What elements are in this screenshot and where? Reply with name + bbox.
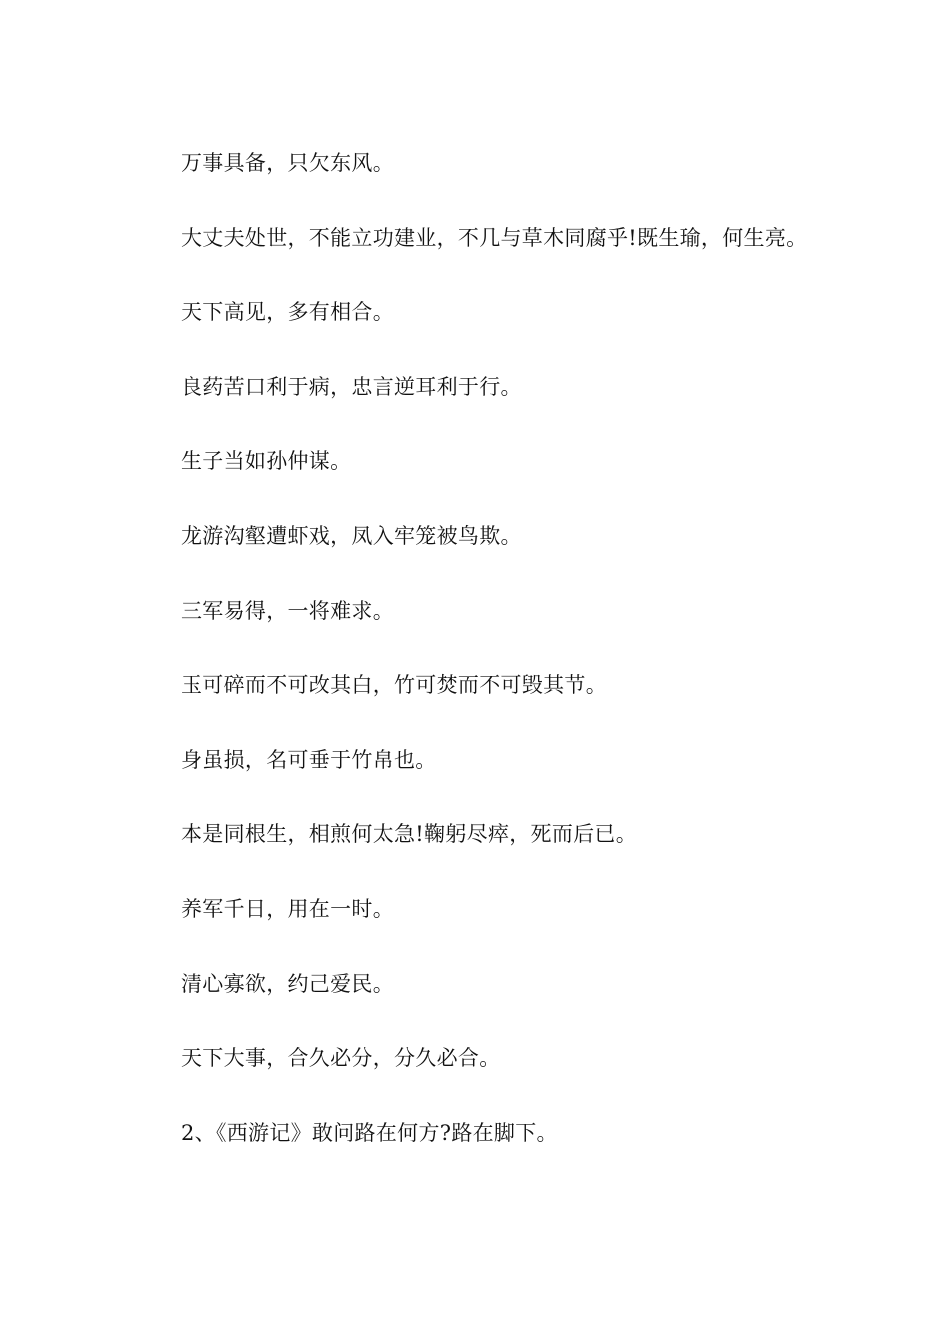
- text-line: 生子当如孙仲谋。: [181, 449, 352, 474]
- section-heading: 2、《西游记》敢问路在何方?路在脚下。: [181, 1120, 558, 1145]
- text-line: 万事具备，只欠东风。: [181, 151, 394, 175]
- text-line: 三军易得，一将难求。: [181, 598, 394, 623]
- text-line: 清心寡欲，约己爱民。: [181, 971, 394, 996]
- text-line: 养军千日，用在一时。: [181, 896, 394, 921]
- text-line: 大丈夫处世，不能立功建业，不几与草木同腐乎!既生瑜，何生亮。: [181, 225, 808, 250]
- text-line: 天下大事，合久必分，分久必合。: [181, 1046, 501, 1071]
- text-line: 良药苦口利于病，忠言逆耳利于行。: [181, 374, 522, 399]
- text-line: 本是同根生，相煎何太急!鞠躬尽瘁，死而后已。: [181, 822, 638, 847]
- text-line: 龙游沟壑遭虾戏，凤入牢笼被鸟欺。: [181, 523, 522, 548]
- text-line: 玉可碎而不可改其白，竹可焚而不可毁其节。: [181, 673, 607, 698]
- document-body: [181, 147, 881, 1191]
- text-line: 身虽损，名可垂于竹帛也。: [181, 747, 437, 772]
- text-line: 天下高见，多有相合。: [181, 300, 394, 325]
